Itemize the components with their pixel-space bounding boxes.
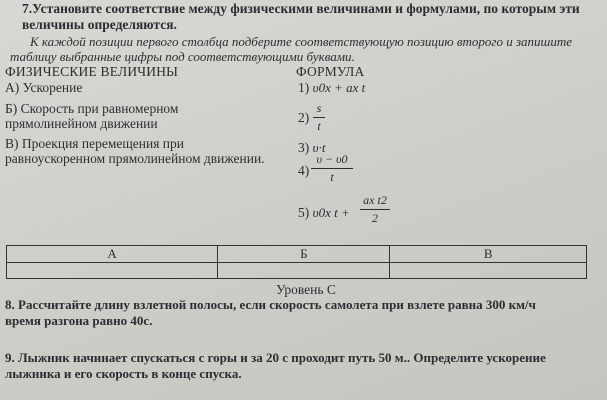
- formula-1-number: 1): [298, 80, 310, 95]
- formula-4-numerator: υ − υ0: [316, 152, 348, 166]
- quantity-b-line1: Б) Скорость при равномерном: [5, 101, 179, 116]
- formula-2-fraction: [313, 101, 325, 134]
- formula-2-number: 2): [298, 110, 310, 125]
- formula-5: [298, 205, 350, 220]
- quantity-a: [5, 80, 82, 95]
- question-9-line2: лыжника и его скорость в конце спуска.: [5, 366, 242, 381]
- formula-3-number: 3): [298, 140, 310, 155]
- formula-1-expression: υ0x + ax t: [312, 80, 366, 95]
- quantity-v: [5, 136, 265, 166]
- formula-5-numerator: ax t2: [363, 193, 387, 207]
- answer-header-v: В: [390, 246, 587, 263]
- column-heading-quantities: ФИЗИЧЕСКИЕ ВЕЛИЧИНЫ: [5, 64, 179, 79]
- task7-title-line2: величины определяются.: [22, 17, 177, 32]
- answer-cell-v[interactable]: [390, 263, 587, 279]
- formula-5-denominator: 2: [372, 211, 378, 225]
- question-8-line2: время разгона равно 40с.: [5, 313, 153, 328]
- quantity-v-line1: В) Проекция перемещения при: [5, 136, 184, 151]
- quantity-a-label: А) Ускорение: [5, 80, 83, 95]
- task7-instruction-line1: К каждой позиции первого столбца подберите соответствующую позицию второго и запишите: [30, 34, 572, 49]
- formula-4-number: 4): [298, 163, 310, 178]
- formula-4-fraction: [311, 152, 353, 185]
- answer-cell-a[interactable]: [7, 263, 218, 279]
- answer-cell-b[interactable]: [218, 263, 390, 279]
- formula-5-number: 5): [298, 205, 310, 220]
- quantity-v-line2: равноускоренном прямолинейном движении.: [5, 151, 265, 166]
- answer-table: [6, 245, 587, 279]
- task7-instruction-line2: таблицу выбранные цифры под соответствующими буквами.: [10, 49, 355, 64]
- level-heading: Уровень С: [276, 282, 336, 297]
- formula-2-numerator: s: [316, 101, 322, 115]
- quantity-b: [5, 101, 178, 131]
- formula-5-lead: υ0x t +: [312, 205, 350, 220]
- formula-4-denominator: t: [330, 170, 334, 184]
- formula-1: [298, 80, 365, 95]
- formula-5-fraction: [360, 193, 390, 226]
- question-8-line1: 8. Рассчитайте длину взлетной полосы, если скорость самолета при взлете равна 300 км/ч: [5, 297, 536, 312]
- quantity-b-line2: прямолинейном движении: [5, 116, 158, 131]
- task7-title-line1: 7.Установите соответствие между физическими величинами и формулами, по которым эти: [22, 1, 580, 16]
- column-heading-formulas: ФОРМУЛА: [296, 64, 365, 79]
- formula-3-expression: υ·t: [312, 140, 326, 155]
- formula-2-denominator: t: [317, 119, 321, 133]
- question-9-line1: 9. Лыжник начинает спускаться с горы и за 20 с проходит путь 50 м.. Определите ускорение: [5, 350, 546, 365]
- answer-header-b: Б: [218, 246, 390, 263]
- answer-header-a: А: [7, 246, 218, 263]
